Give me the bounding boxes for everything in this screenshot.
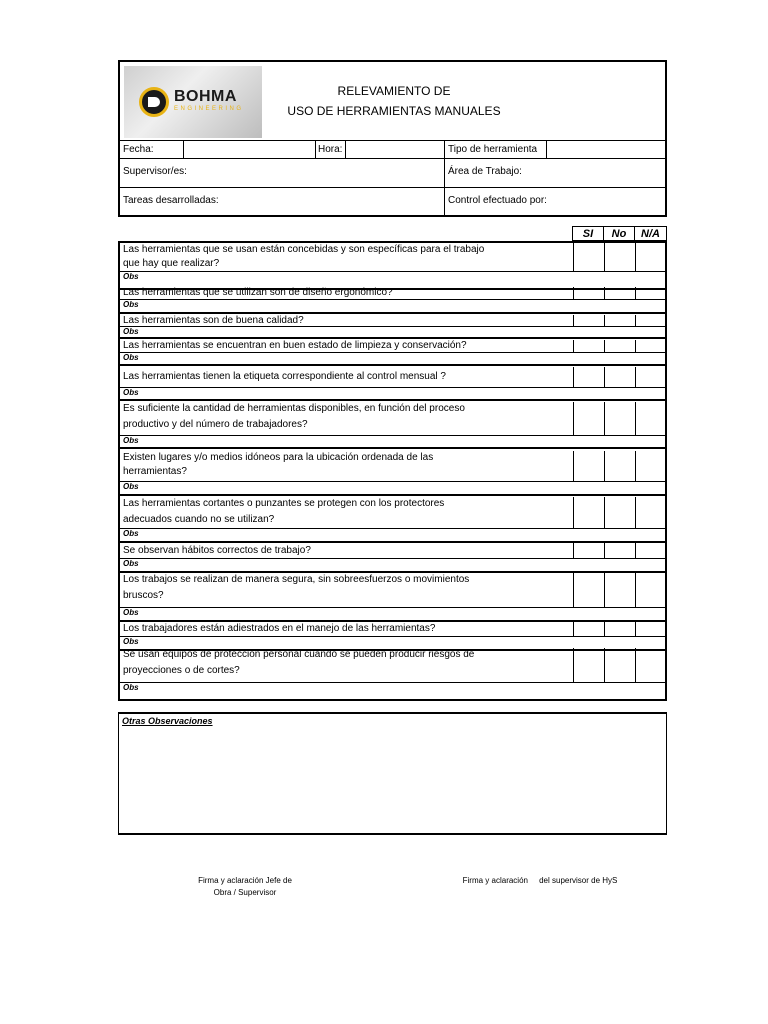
answer-si-cell[interactable] (573, 648, 604, 682)
question-text (123, 497, 444, 527)
answer-na-cell[interactable] (635, 287, 665, 299)
control-label: Control efectuado por: (448, 195, 547, 206)
obs-label: Obs (123, 482, 139, 491)
signature-left-line2: Obra / Supervisor (213, 888, 277, 897)
question-line2: bruscos? (123, 590, 164, 601)
column-no: No (603, 226, 635, 241)
obs-field[interactable] (142, 529, 665, 541)
column-na: N/A (634, 226, 667, 241)
obs-label: Obs (123, 436, 139, 445)
otras-observaciones-box[interactable] (118, 712, 667, 835)
question-line2: proyecciones o de cortes? (123, 665, 240, 676)
question-line2: que hay que realizar? (123, 258, 220, 269)
column-si: SI (572, 226, 604, 241)
tipo-herramienta-field[interactable] (547, 141, 665, 158)
question-text (123, 339, 467, 353)
answer-na-cell[interactable] (635, 622, 665, 636)
answer-no-cell[interactable] (604, 497, 635, 528)
hora-field[interactable] (346, 141, 444, 158)
question-line1: Las herramientas se encuentran en buen estado de limpieza y conservación? (123, 340, 467, 351)
question-row (120, 287, 665, 299)
obs-label: Obs (123, 388, 139, 397)
otras-observaciones-label: Otras Observaciones (122, 716, 213, 726)
question-line1: Las herramientas son de buena calidad? (123, 314, 304, 326)
answer-no-cell[interactable] (604, 543, 635, 558)
question-line1: Las herramientas cortantes o punzantes se protegen con los protectores (123, 498, 445, 509)
question-line1: Las herramientas que se usan están concebidas y son específicas para el trabajo (123, 244, 485, 255)
obs-label: Obs (123, 608, 139, 617)
question-row (120, 315, 665, 326)
signature-jefe-obra (170, 875, 320, 899)
checklist-table (118, 241, 667, 701)
question-line1: Los trabajadores están adiestrados en el manejo de las herramientas? (123, 623, 436, 634)
form-title-line2: USO DE HERRAMIENTAS MANUALES (287, 104, 501, 118)
answer-na-cell[interactable] (635, 315, 665, 326)
answer-na-cell[interactable] (635, 543, 665, 558)
area-trabajo-label: Área de Trabajo: (448, 166, 522, 177)
question-row (120, 543, 665, 558)
answer-no-cell[interactable] (604, 402, 635, 435)
obs-field[interactable] (142, 436, 665, 447)
tipo-herramienta-label: Tipo de herramienta (448, 144, 538, 155)
answer-na-cell[interactable] (635, 367, 665, 387)
obs-field[interactable] (142, 559, 665, 571)
answer-no-cell[interactable] (604, 243, 635, 271)
answer-si-cell[interactable] (573, 451, 604, 481)
answer-no-cell[interactable] (604, 573, 635, 607)
question-row (120, 402, 665, 435)
obs-field[interactable] (142, 683, 665, 696)
question-text (123, 243, 484, 271)
answer-na-cell[interactable] (635, 340, 665, 352)
form-title-line1: RELEVAMIENTO DE (337, 84, 451, 98)
answer-si-cell[interactable] (573, 287, 604, 299)
question-text (123, 622, 435, 636)
question-line2: productivo y del número de trabajadores? (123, 419, 308, 430)
answer-na-cell[interactable] (635, 573, 665, 607)
answer-na-cell[interactable] (635, 648, 665, 682)
question-line1: Es suficiente la cantidad de herramientas disponibles, en función del proceso (123, 403, 465, 414)
obs-label: Obs (123, 353, 139, 362)
tareas-label: Tareas desarrolladas: (123, 195, 219, 206)
hora-label: Hora: (318, 144, 343, 155)
answer-si-cell[interactable] (573, 402, 604, 435)
question-line2: herramientas? (123, 466, 187, 477)
answer-si-cell[interactable] (573, 340, 604, 352)
obs-label: Obs (123, 559, 139, 568)
obs-label: Obs (123, 637, 139, 646)
obs-field[interactable] (142, 300, 665, 312)
question-row (120, 497, 665, 528)
answer-si-cell[interactable] (573, 543, 604, 558)
question-row (120, 367, 665, 387)
obs-field[interactable] (142, 482, 665, 494)
question-row (120, 573, 665, 607)
answer-no-cell[interactable] (604, 315, 635, 326)
question-row (120, 622, 665, 636)
question-line1: Se usan equipos de protección personal cuando se pueden producir riesgos de (123, 649, 475, 660)
question-text (123, 648, 474, 678)
fecha-label: Fecha: (123, 144, 154, 155)
answer-no-cell[interactable] (604, 367, 635, 387)
question-text (123, 573, 469, 603)
answer-si-cell[interactable] (573, 622, 604, 636)
answer-si-cell[interactable] (573, 243, 604, 271)
answer-si-cell[interactable] (573, 573, 604, 607)
question-row (120, 243, 665, 271)
question-text (123, 370, 446, 384)
obs-label: Obs (123, 683, 139, 692)
answer-na-cell[interactable] (635, 497, 665, 528)
answer-no-cell[interactable] (604, 340, 635, 352)
answer-na-cell[interactable] (635, 243, 665, 271)
logo-mark-icon (139, 87, 169, 117)
answer-no-cell[interactable] (604, 287, 635, 299)
question-line1: Los trabajos se realizan de manera segura, sin sobreesfuerzos o movimientos (123, 574, 470, 585)
supervisor-label: Supervisor/es: (123, 166, 187, 177)
answer-si-cell[interactable] (573, 367, 604, 387)
form-header (118, 60, 667, 217)
question-line1: Se observan hábitos correctos de trabajo? (123, 544, 311, 556)
logo-text: BOHMA (174, 88, 237, 105)
question-line1: Las herramientas tienen la etiqueta correspondiente al control mensual ? (123, 371, 446, 382)
obs-label: Obs (123, 272, 139, 281)
obs-field[interactable] (142, 353, 665, 364)
obs-label: Obs (123, 529, 139, 538)
question-text (123, 451, 433, 479)
obs-label: Obs (123, 300, 139, 309)
logo-subtext: ENGINEERING (174, 106, 244, 112)
question-row (120, 648, 665, 682)
answer-si-cell[interactable] (573, 497, 604, 528)
answer-na-cell[interactable] (635, 402, 665, 435)
question-line1: Existen lugares y/o medios idóneos para la ubicación ordenada de las (123, 452, 434, 463)
question-line2: adecuados cuando no se utilizan? (123, 514, 275, 525)
company-logo (124, 66, 262, 138)
signature-left-line1: Firma y aclaración Jefe de (198, 876, 292, 885)
obs-field[interactable] (142, 388, 665, 399)
question-row (120, 340, 665, 352)
answer-na-cell[interactable] (635, 451, 665, 481)
obs-label: Obs (123, 327, 139, 336)
question-text (123, 402, 465, 432)
fecha-field[interactable] (184, 141, 315, 158)
question-row (120, 451, 665, 481)
answer-si-cell[interactable] (573, 315, 604, 326)
answer-no-cell[interactable] (604, 622, 635, 636)
obs-field[interactable] (142, 608, 665, 620)
question-text (123, 286, 393, 300)
question-text (123, 544, 311, 558)
obs-field[interactable] (142, 327, 665, 337)
question-line1: Las herramientas que se utilizan son de diseño ergonómico? (123, 287, 393, 298)
answer-no-cell[interactable] (604, 451, 635, 481)
signature-supervisor-hys: Firma y aclaración del supervisor de HyS (462, 876, 618, 885)
answer-no-cell[interactable] (604, 648, 635, 682)
